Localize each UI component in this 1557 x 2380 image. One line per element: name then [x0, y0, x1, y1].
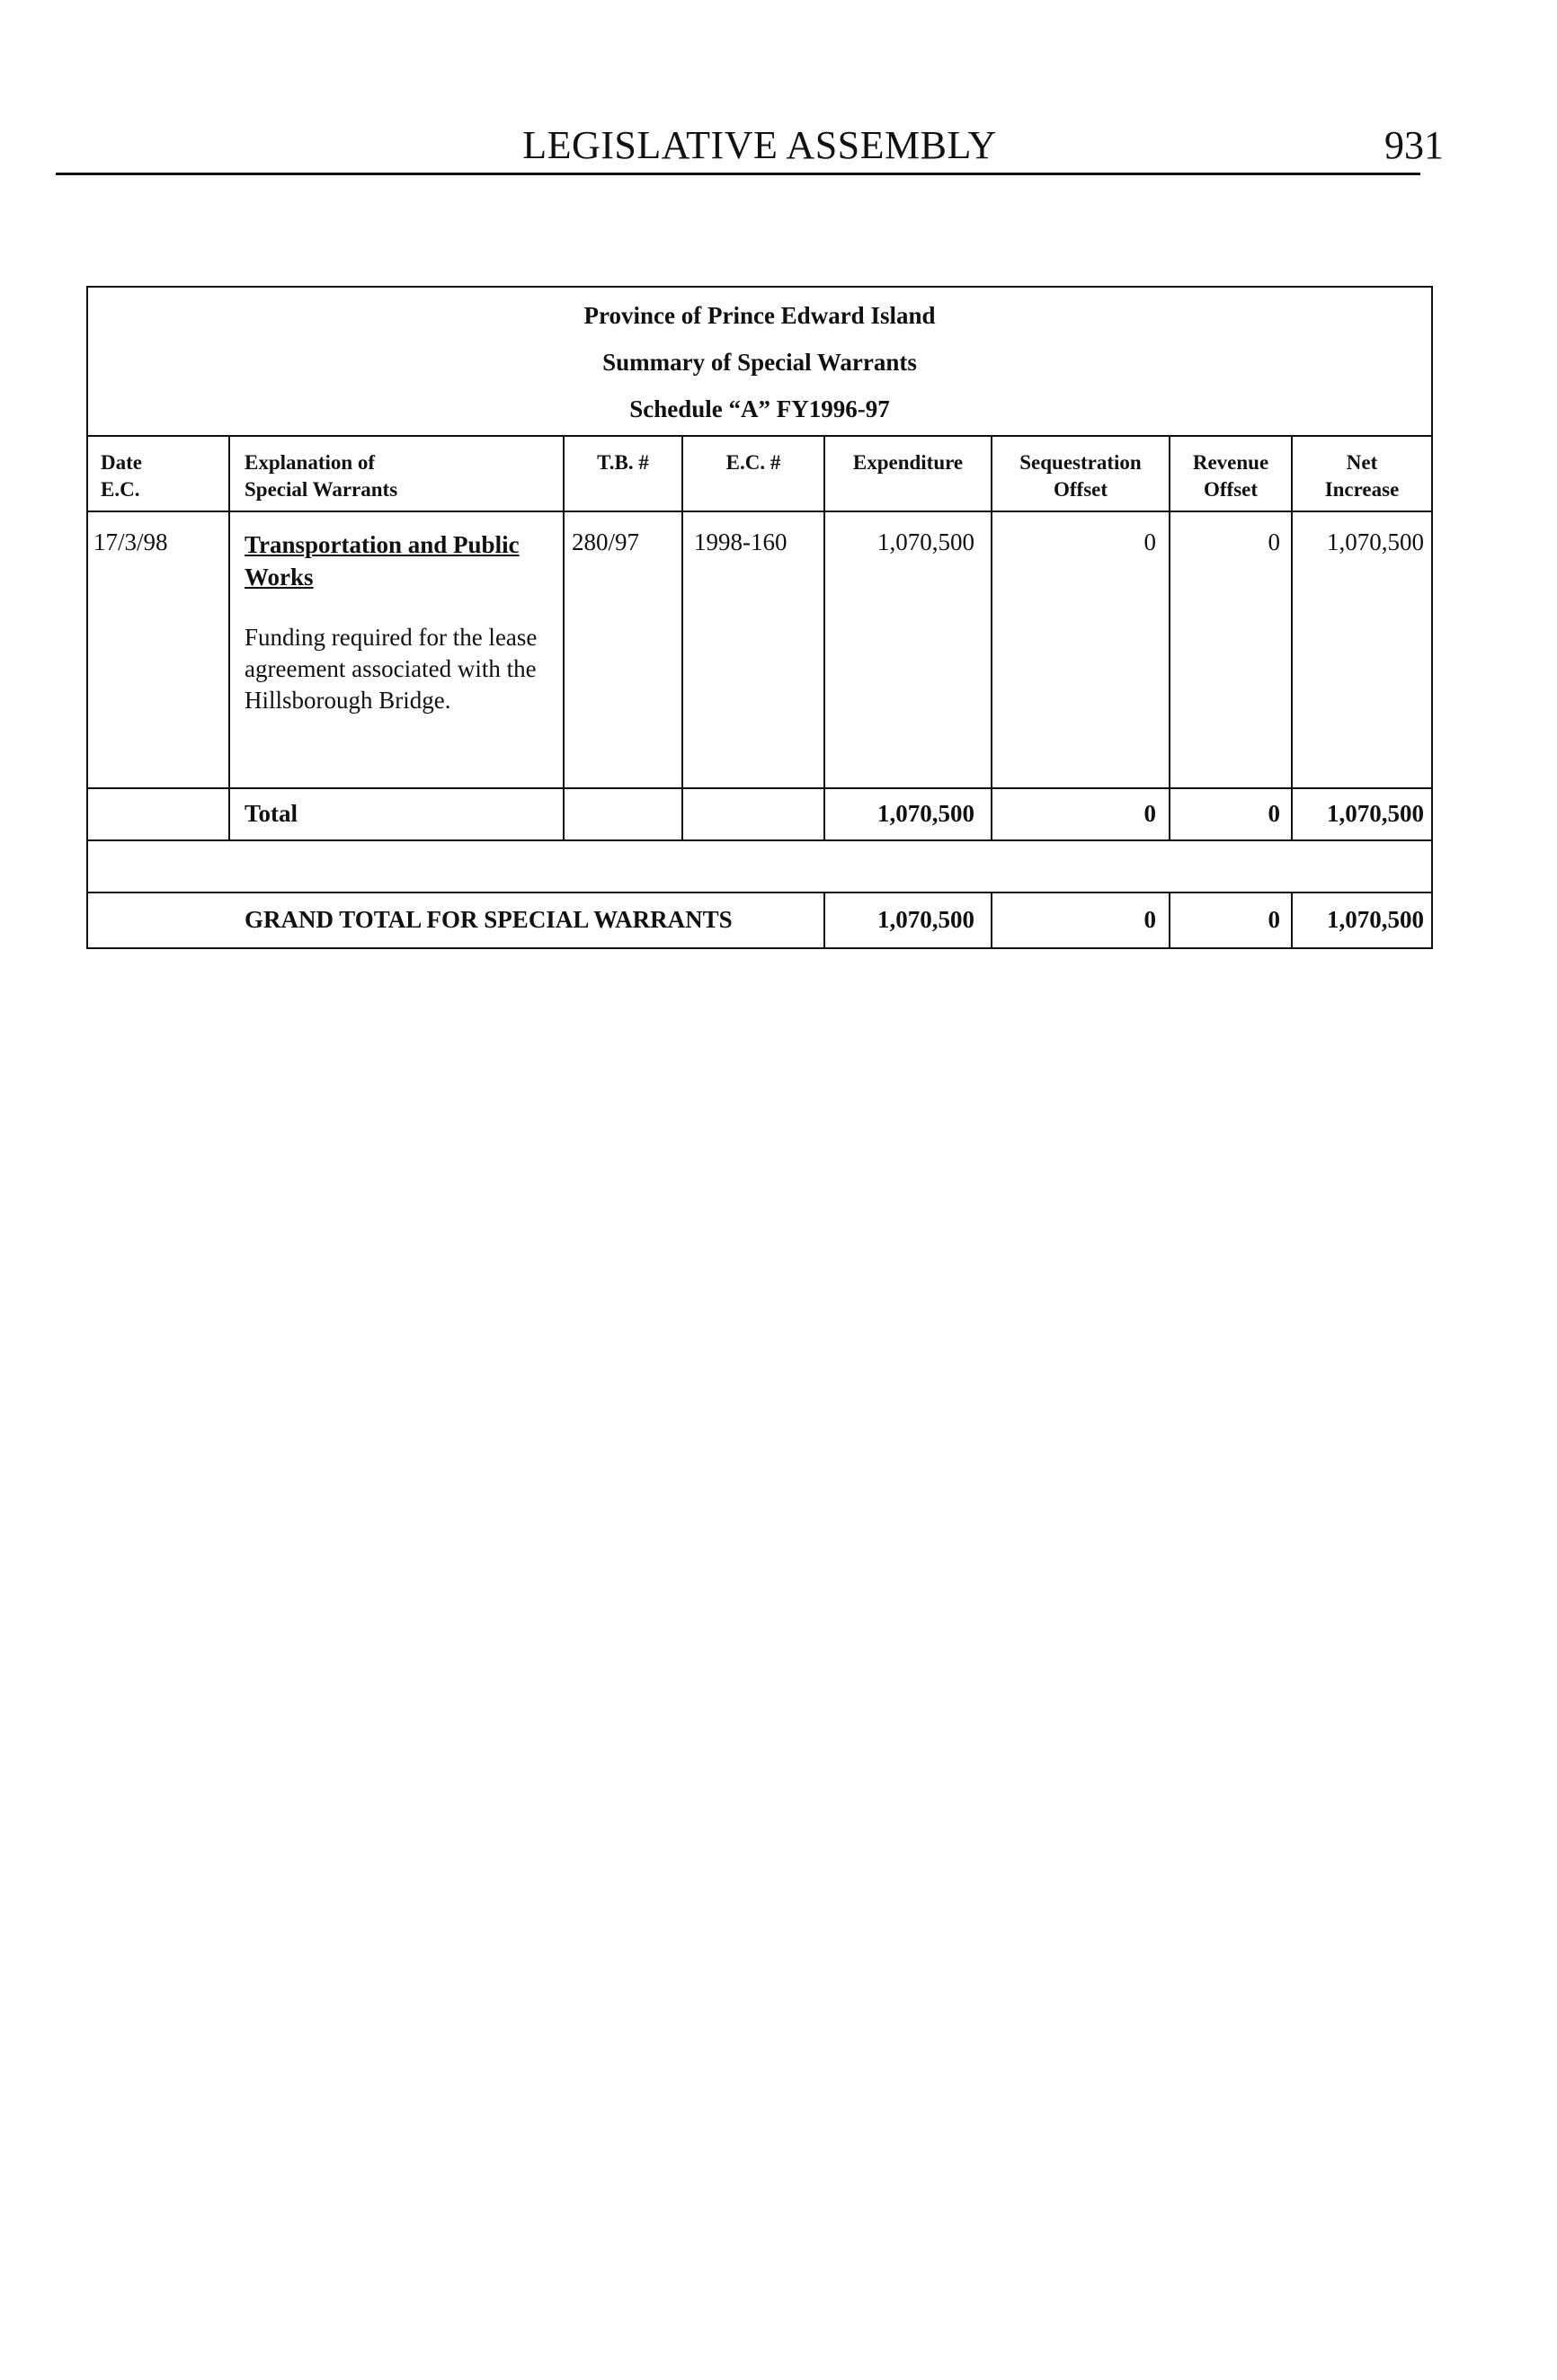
- spacer-divider: [86, 892, 1433, 893]
- page-header-title: LEGISLATIVE ASSEMBLY: [522, 123, 997, 167]
- col-header-sequestration-line1: Sequestration: [1019, 451, 1142, 474]
- col-header-sequestration: [992, 449, 1169, 503]
- column-header-divider: [86, 511, 1433, 512]
- col-header-revenue: [1170, 449, 1291, 503]
- total-expenditure: 1,070,500: [877, 800, 974, 827]
- col-header-ec: E.C. #: [725, 451, 781, 474]
- col-header-explanation: [245, 449, 397, 503]
- col-header-revenue-line1: Revenue: [1192, 451, 1269, 474]
- table-border-left: [86, 286, 88, 949]
- header-rule: [56, 173, 1420, 175]
- body-divider: [86, 787, 1433, 789]
- table-border-bottom: [86, 947, 1433, 949]
- col-header-explanation-line1: Explanation of: [245, 451, 376, 474]
- grand-total-expenditure: 1,070,500: [877, 906, 974, 933]
- total-net: 1,070,500: [1327, 800, 1424, 827]
- grand-total-net: 1,070,500: [1327, 906, 1424, 933]
- total-revenue: 0: [1268, 800, 1280, 827]
- special-warrants-table: [86, 286, 1433, 951]
- col-header-net-line1: Net: [1346, 451, 1378, 474]
- grand-total-sequestration: 0: [1143, 906, 1156, 933]
- col-header-date-line2: E.C.: [101, 478, 140, 501]
- total-sequestration: 0: [1143, 800, 1156, 827]
- row-description: Funding required for the lease agreement associated with the Hillsborough Bridge.: [245, 624, 538, 714]
- grand-total-label: GRAND TOTAL FOR SPECIAL WARRANTS: [245, 906, 733, 933]
- page-number: 931: [1384, 123, 1444, 167]
- row-expenditure: 1,070,500: [877, 528, 974, 555]
- header-divider: [86, 435, 1433, 437]
- row-ec: 1998-160: [694, 528, 787, 555]
- col-header-explanation-line2: Special Warrants: [245, 478, 398, 501]
- total-label: Total: [245, 800, 298, 827]
- col-header-sequestration-line2: Offset: [1053, 478, 1108, 501]
- col-header-date: [101, 449, 142, 503]
- grand-total-revenue: 0: [1268, 906, 1280, 933]
- col-header-net: [1293, 449, 1431, 503]
- col-divider: [228, 435, 230, 839]
- col-header-tb: T.B. #: [597, 451, 649, 474]
- table-border-right: [1431, 286, 1433, 949]
- table-title-province: Province of Prince Edward Island: [583, 302, 936, 329]
- total-divider: [86, 839, 1433, 841]
- row-tb: 280/97: [572, 528, 640, 555]
- col-header-expenditure: Expenditure: [852, 451, 964, 474]
- col-header-revenue-line2: Offset: [1203, 478, 1259, 501]
- col-divider: [823, 435, 825, 839]
- row-sequestration: 0: [1143, 528, 1156, 555]
- col-header-net-line2: Increase: [1324, 478, 1400, 501]
- col-header-date-line1: Date: [101, 451, 142, 474]
- table-border-top: [86, 286, 1433, 288]
- row-net: 1,070,500: [1327, 528, 1424, 555]
- row-date: 17/3/98: [93, 528, 168, 555]
- table-title-schedule: Schedule “A” FY1996-97: [629, 395, 890, 422]
- col-divider: [563, 435, 565, 839]
- table-title-summary: Summary of Special Warrants: [602, 349, 917, 376]
- row-department: Transportation and Public Works: [245, 531, 520, 591]
- row-revenue: 0: [1268, 528, 1280, 555]
- col-divider: [681, 435, 683, 839]
